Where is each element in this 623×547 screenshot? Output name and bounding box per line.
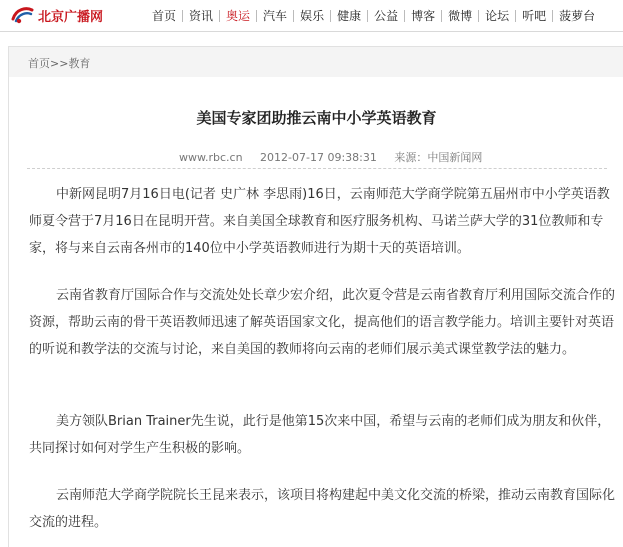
meta-divider [27,168,607,169]
nav-item[interactable]: 首页 [152,9,177,23]
nav-item[interactable]: 健康 [337,9,362,23]
article-source: 来源：中国新闻网 [394,151,483,164]
article-title: 美国专家团助推云南中小学英语教育 [196,109,437,127]
nav-item[interactable]: 微博 [448,9,473,23]
logo-icon [10,5,36,25]
breadcrumb-bar [8,46,623,78]
main-nav [146,0,601,31]
nav-item[interactable]: 菠萝台 [559,9,596,23]
nav-item[interactable]: 公益 [374,9,399,23]
nav-item[interactable]: 论坛 [485,9,510,23]
article-paragraph: 云南师范大学商学院院长王昆来表示，该项目将构建起中美文化交流的桥梁，推动云南教育国际化交流的进程。 [29,488,616,530]
article-site-url: www.rbc.cn [179,151,243,164]
article-datetime: 2012-07-17 09:38:31 [260,151,377,164]
breadcrumb-separator: >> [50,57,69,70]
nav-item[interactable]: 听吧 [522,9,547,23]
nav-item[interactable]: 资讯 [189,9,214,23]
top-bar [0,0,623,32]
breadcrumb-section[interactable]: 教育 [68,57,91,70]
nav-item[interactable]: 博客 [411,9,436,23]
breadcrumb-home[interactable]: 首页 [28,57,50,70]
nav-item[interactable]: 汽车 [263,9,288,23]
article-paragraph: 美方领队Brian Trainer先生说，此行是他第15次来中国，希望与云南的老师们成为朋友和伙伴，共同探讨如何对学生产生积极的影响。 [29,414,611,456]
article [8,77,623,547]
site-name: 北京广播网 [38,9,104,25]
site-logo[interactable] [10,5,103,25]
nav-item[interactable]: 娱乐 [300,9,325,23]
article-meta [179,149,496,165]
article-paragraph: 中新网昆明7月16日电(记者 史广林 李思雨)16日，云南师范大学商学院第五届州市中小学英语教师夏令营于7月16日在昆明开营。来自美国全球教育和医疗服务机构、马诺兰萨大学的31位教师和专家，将与来自云南各州市的140位中小学英语教师进行为期十天的英语培训。 [29,187,610,256]
nav-item[interactable]: 奥运 [226,9,251,23]
breadcrumb [28,55,90,71]
article-paragraph: 云南省教育厅国际合作与交流处处长章少宏介绍，此次夏令营是云南省教育厅利用国际交流合作的资源，帮助云南的骨干英语教师迅速了解英语国家文化，提高他们的语言教学能力。培训主要针对英语的听说和教学法的交流与讨论，来自美国的教师将向云南的老师们展示美式课堂教学法的魅力。 [29,288,616,357]
